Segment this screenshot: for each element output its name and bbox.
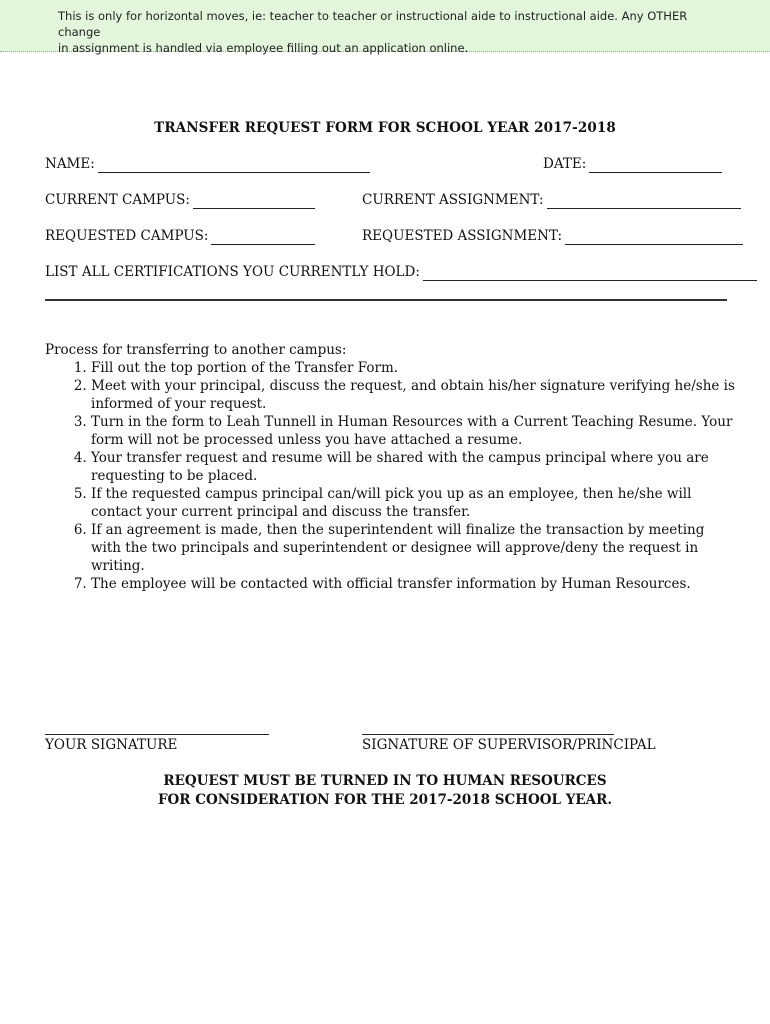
process-step: 2. Meet with your principal, discuss the request, and obtain his/her signature verifying he/she is informed of your request. (91, 377, 735, 413)
process-heading: Process for transferring to another campus: (45, 342, 347, 358)
requested-campus-row (45, 227, 315, 245)
certifications-label: LIST ALL CERTIFICATIONS YOU CURRENTLY HOLD: (45, 264, 420, 280)
instruction-banner (0, 0, 770, 55)
process-step: 5. If the requested campus principal can/will pick you up as an employee, then he/she will contact your current principal and discuss the transfer. (91, 485, 735, 521)
banner-line-2: in assignment is handled via employee filling out an application online. (58, 41, 469, 55)
supervisor-signature-line[interactable] (362, 734, 614, 735)
date-label: DATE: (543, 156, 587, 172)
name-label: NAME: (45, 156, 95, 172)
your-signature-line[interactable] (45, 734, 269, 735)
banner-line-1: This is only for horizontal moves, ie: teacher to teacher or instructional aide to instructional aide. Any OTHER change (58, 9, 688, 39)
footer-line-2: FOR CONSIDERATION FOR THE 2017-2018 SCHOOL YEAR. (157, 792, 613, 808)
current-campus-field[interactable] (193, 195, 315, 209)
your-signature-label: YOUR SIGNATURE (45, 737, 178, 753)
current-assignment-label: CURRENT ASSIGNMENT: (362, 192, 544, 208)
requested-assignment-field[interactable] (565, 231, 743, 245)
current-assignment-field[interactable] (547, 195, 741, 209)
requested-campus-label: REQUESTED CAMPUS: (45, 228, 209, 244)
requested-campus-field[interactable] (211, 231, 315, 245)
current-assignment-row (362, 191, 741, 209)
form-title: TRANSFER REQUEST FORM FOR SCHOOL YEAR 2017-2018 (154, 120, 616, 136)
process-step: 6. If an agreement is made, then the superintendent will finalize the transaction by meeting with the two principals and superintendent or designee will approve/deny the request in writing. (91, 521, 735, 575)
process-step: 1. Fill out the top portion of the Transfer Form. (91, 359, 735, 377)
certifications-field[interactable] (423, 267, 757, 281)
submission-notice (0, 772, 770, 810)
certifications-row (45, 263, 757, 281)
requested-assignment-row (362, 227, 743, 245)
current-campus-row (45, 191, 315, 209)
process-section (45, 341, 735, 593)
date-field[interactable] (589, 159, 722, 173)
process-step: 3. Turn in the form to Leah Tunnell in Human Resources with a Current Teaching Resume. Your form will not be processed unless you have attached a resume. (91, 413, 735, 449)
section-divider (45, 299, 727, 301)
name-row (45, 155, 370, 173)
process-steps-list (45, 359, 735, 593)
footer-line-1: REQUEST MUST BE TURNED IN TO HUMAN RESOURCES (163, 773, 607, 789)
requested-assignment-label: REQUESTED ASSIGNMENT: (362, 228, 563, 244)
current-campus-label: CURRENT CAMPUS: (45, 192, 190, 208)
date-row (543, 155, 722, 173)
process-step: 4. Your transfer request and resume will be shared with the campus principal where you are requesting to be placed. (91, 449, 735, 485)
process-step: 7. The employee will be contacted with official transfer information by Human Resources. (91, 575, 735, 593)
name-field[interactable] (98, 159, 370, 173)
supervisor-signature-label: SIGNATURE OF SUPERVISOR/PRINCIPAL (362, 737, 656, 753)
